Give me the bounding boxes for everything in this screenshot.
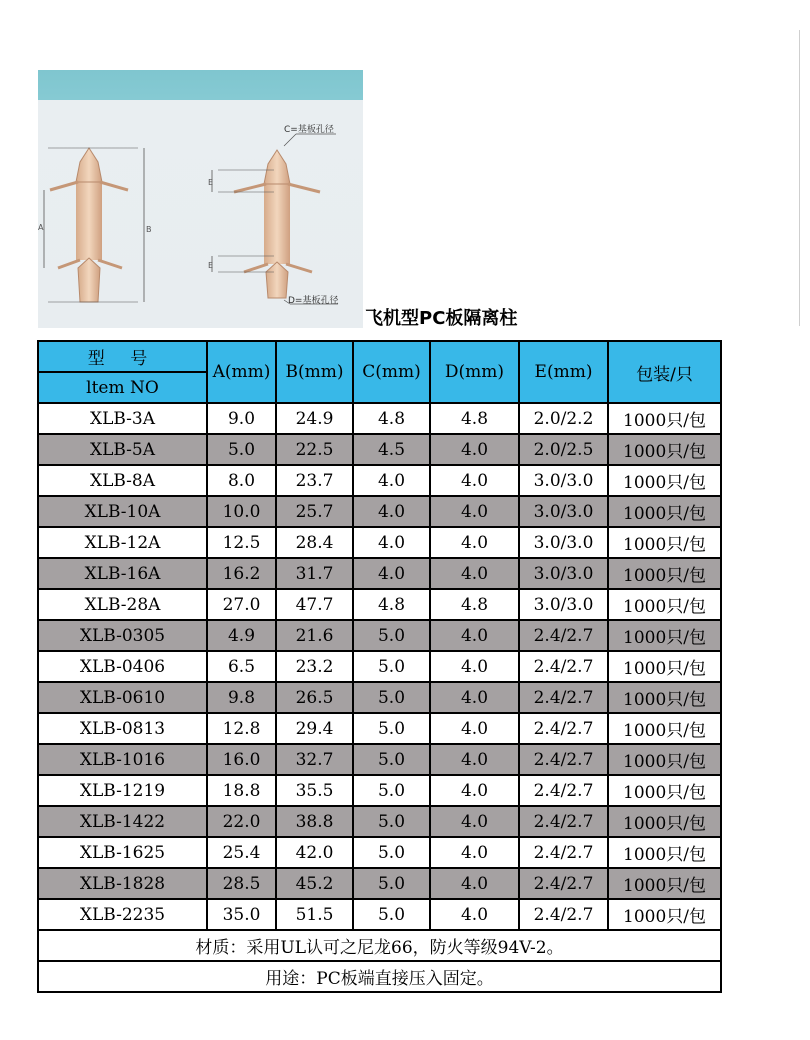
table-row	[38, 682, 721, 713]
cell-e: 2.4/2.7	[519, 868, 608, 899]
cell-d: 4.0	[430, 899, 519, 930]
cell-e: 2.0/2.2	[519, 403, 608, 434]
cell-d: 4.0	[430, 620, 519, 651]
table-body	[38, 403, 721, 930]
cell-pack: 1000只/包	[608, 682, 721, 713]
table-row	[38, 775, 721, 806]
table-row	[38, 589, 721, 620]
cell-pack: 1000只/包	[608, 620, 721, 651]
cell-pack: 1000只/包	[608, 868, 721, 899]
cell-e: 2.4/2.7	[519, 682, 608, 713]
cell-d: 4.0	[430, 434, 519, 465]
table-row	[38, 713, 721, 744]
spec-table	[37, 340, 722, 993]
cell-b: 35.5	[276, 775, 353, 806]
cell-model: XLB-10A	[38, 496, 207, 527]
cell-d: 4.0	[430, 651, 519, 682]
table-row	[38, 651, 721, 682]
cell-b: 22.5	[276, 434, 353, 465]
cell-b: 51.5	[276, 899, 353, 930]
cell-a: 16.2	[207, 558, 276, 589]
cell-c: 5.0	[353, 868, 430, 899]
cell-b: 25.7	[276, 496, 353, 527]
cell-model: XLB-12A	[38, 527, 207, 558]
cell-b: 23.2	[276, 651, 353, 682]
table-row	[38, 558, 721, 589]
cell-pack: 1000只/包	[608, 899, 721, 930]
label-a: A	[38, 223, 44, 232]
label-e-bottom: E	[208, 261, 214, 270]
cell-a: 25.4	[207, 837, 276, 868]
cell-b: 23.7	[276, 465, 353, 496]
table-row	[38, 744, 721, 775]
cell-a: 35.0	[207, 899, 276, 930]
cell-d: 4.0	[430, 713, 519, 744]
cell-b: 38.8	[276, 806, 353, 837]
cell-b: 31.7	[276, 558, 353, 589]
cell-c: 5.0	[353, 620, 430, 651]
spacer-right	[212, 134, 338, 304]
cell-model: XLB-0406	[38, 651, 207, 682]
cell-pack: 1000只/包	[608, 403, 721, 434]
label-b: B	[146, 225, 152, 234]
cell-e: 3.0/3.0	[519, 465, 608, 496]
cell-b: 21.6	[276, 620, 353, 651]
table-row	[38, 465, 721, 496]
cell-d: 4.0	[430, 496, 519, 527]
table-row	[38, 527, 721, 558]
page-title: 飞机型PC板隔离柱	[365, 308, 518, 329]
note-usage: 用途：PC板端直接压入固定。	[38, 961, 721, 992]
table-row	[38, 620, 721, 651]
cell-d: 4.0	[430, 744, 519, 775]
cell-model: XLB-1625	[38, 837, 207, 868]
cell-a: 9.0	[207, 403, 276, 434]
cell-a: 18.8	[207, 775, 276, 806]
cell-d: 4.0	[430, 558, 519, 589]
cell-c: 5.0	[353, 682, 430, 713]
cell-c: 5.0	[353, 744, 430, 775]
cell-model: XLB-2235	[38, 899, 207, 930]
cell-model: XLB-1219	[38, 775, 207, 806]
label-e-top: E	[208, 178, 214, 187]
label-c: C=基板孔径	[284, 125, 334, 135]
cell-e: 3.0/3.0	[519, 558, 608, 589]
cell-e: 2.4/2.7	[519, 651, 608, 682]
label-d: D=基板孔径	[288, 296, 339, 306]
product-photo	[38, 70, 363, 328]
cell-e: 2.4/2.7	[519, 899, 608, 930]
cell-model: XLB-1016	[38, 744, 207, 775]
cell-model: XLB-3A	[38, 403, 207, 434]
cell-pack: 1000只/包	[608, 713, 721, 744]
header-d: D(mm)	[430, 341, 519, 403]
cell-c: 4.0	[353, 496, 430, 527]
spacer-left	[44, 148, 144, 302]
table-row	[38, 496, 721, 527]
cell-c: 5.0	[353, 775, 430, 806]
cell-a: 16.0	[207, 744, 276, 775]
table-row	[38, 837, 721, 868]
cell-e: 3.0/3.0	[519, 496, 608, 527]
cell-b: 47.7	[276, 589, 353, 620]
cell-pack: 1000只/包	[608, 806, 721, 837]
cell-e: 3.0/3.0	[519, 589, 608, 620]
header-model-cn: 型 号	[38, 341, 207, 372]
cell-a: 22.0	[207, 806, 276, 837]
cell-e: 2.4/2.7	[519, 775, 608, 806]
cell-pack: 1000只/包	[608, 837, 721, 868]
cell-e: 2.4/2.7	[519, 837, 608, 868]
cell-a: 6.5	[207, 651, 276, 682]
cell-c: 5.0	[353, 837, 430, 868]
cell-c: 5.0	[353, 651, 430, 682]
cell-pack: 1000只/包	[608, 651, 721, 682]
cell-c: 4.8	[353, 403, 430, 434]
cell-d: 4.0	[430, 775, 519, 806]
cell-model: XLB-28A	[38, 589, 207, 620]
table-row	[38, 434, 721, 465]
cell-model: XLB-16A	[38, 558, 207, 589]
table-row	[38, 403, 721, 434]
cell-a: 4.9	[207, 620, 276, 651]
cell-e: 2.4/2.7	[519, 744, 608, 775]
cell-b: 32.7	[276, 744, 353, 775]
cell-a: 8.0	[207, 465, 276, 496]
cell-a: 28.5	[207, 868, 276, 899]
cell-a: 9.8	[207, 682, 276, 713]
cell-c: 4.0	[353, 527, 430, 558]
cell-c: 5.0	[353, 713, 430, 744]
cell-b: 45.2	[276, 868, 353, 899]
cell-d: 4.0	[430, 527, 519, 558]
table-row	[38, 899, 721, 930]
cell-model: XLB-0305	[38, 620, 207, 651]
note-material: 材质：采用UL认可之尼龙66，防火等级94V-2。	[38, 930, 721, 961]
cell-e: 2.0/2.5	[519, 434, 608, 465]
cell-b: 42.0	[276, 837, 353, 868]
header-e: E(mm)	[519, 341, 608, 403]
cell-c: 4.5	[353, 434, 430, 465]
cell-c: 4.8	[353, 589, 430, 620]
cell-c: 5.0	[353, 899, 430, 930]
cell-model: XLB-0610	[38, 682, 207, 713]
cell-d: 4.0	[430, 465, 519, 496]
cell-d: 4.0	[430, 868, 519, 899]
cell-d: 4.0	[430, 806, 519, 837]
cell-b: 28.4	[276, 527, 353, 558]
cell-b: 24.9	[276, 403, 353, 434]
cell-b: 29.4	[276, 713, 353, 744]
cell-model: XLB-1422	[38, 806, 207, 837]
cell-pack: 1000只/包	[608, 465, 721, 496]
cell-model: XLB-0813	[38, 713, 207, 744]
cell-model: XLB-5A	[38, 434, 207, 465]
table-row	[38, 868, 721, 899]
cell-e: 3.0/3.0	[519, 527, 608, 558]
header-model-en: ltem NO	[38, 372, 207, 403]
cell-c: 5.0	[353, 806, 430, 837]
cell-a: 12.8	[207, 713, 276, 744]
table-row	[38, 806, 721, 837]
cell-c: 4.0	[353, 465, 430, 496]
cell-d: 4.8	[430, 403, 519, 434]
cell-c: 4.0	[353, 558, 430, 589]
cell-pack: 1000只/包	[608, 589, 721, 620]
cell-d: 4.0	[430, 682, 519, 713]
header-b: B(mm)	[276, 341, 353, 403]
cell-a: 12.5	[207, 527, 276, 558]
cell-pack: 1000只/包	[608, 527, 721, 558]
header-pack: 包装/只	[608, 341, 721, 403]
cell-model: XLB-1828	[38, 868, 207, 899]
header-a: A(mm)	[207, 341, 276, 403]
cell-pack: 1000只/包	[608, 558, 721, 589]
cell-a: 5.0	[207, 434, 276, 465]
cell-e: 2.4/2.7	[519, 713, 608, 744]
cell-pack: 1000只/包	[608, 744, 721, 775]
cell-e: 2.4/2.7	[519, 806, 608, 837]
spacer-drawing	[38, 70, 363, 328]
header-c: C(mm)	[353, 341, 430, 403]
page-edge-line	[799, 30, 800, 326]
cell-pack: 1000只/包	[608, 775, 721, 806]
cell-b: 26.5	[276, 682, 353, 713]
cell-pack: 1000只/包	[608, 434, 721, 465]
cell-a: 27.0	[207, 589, 276, 620]
cell-d: 4.0	[430, 837, 519, 868]
cell-model: XLB-8A	[38, 465, 207, 496]
cell-pack: 1000只/包	[608, 496, 721, 527]
cell-d: 4.8	[430, 589, 519, 620]
cell-a: 10.0	[207, 496, 276, 527]
cell-e: 2.4/2.7	[519, 620, 608, 651]
